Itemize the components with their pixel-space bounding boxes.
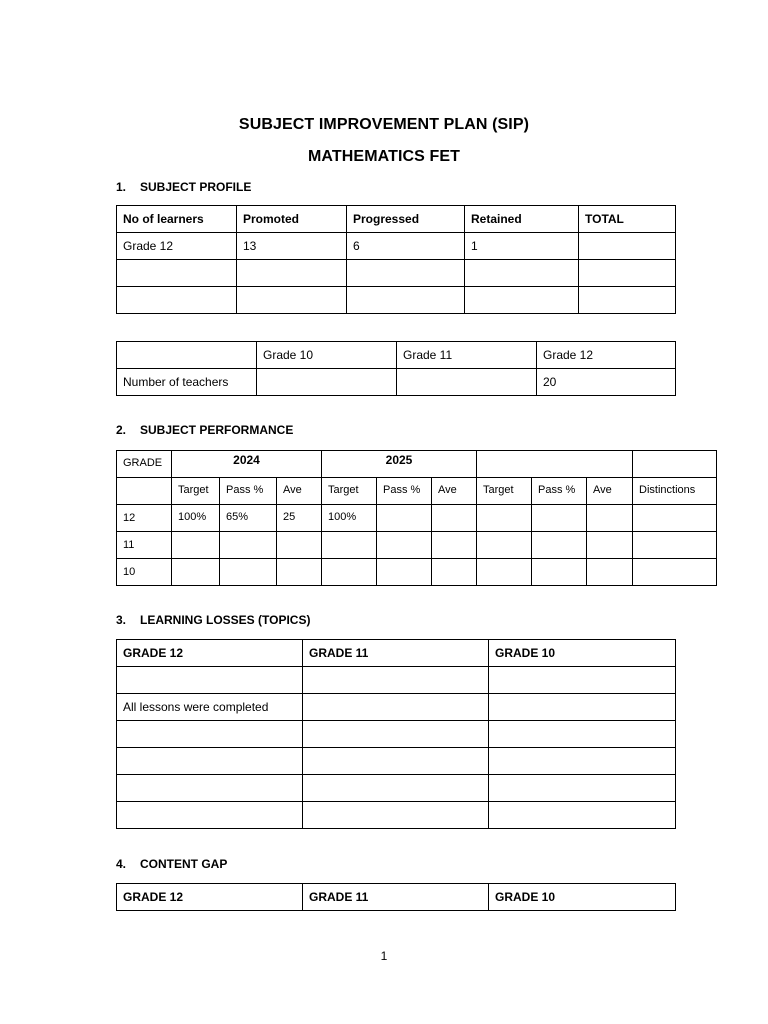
performance-table	[116, 450, 717, 586]
table-row	[117, 802, 676, 829]
page-number: 1	[380, 949, 388, 963]
year-header-cell: 2024	[172, 451, 322, 478]
table-cell[interactable]	[397, 369, 537, 396]
table-row	[117, 233, 676, 260]
table-cell[interactable]	[377, 559, 432, 586]
section-number: 2.	[116, 423, 127, 437]
header-cell: GRADE 10	[489, 640, 676, 667]
table-cell[interactable]	[303, 667, 489, 694]
table-cell[interactable]	[432, 532, 477, 559]
table-cell[interactable]	[489, 694, 676, 721]
grade-header-cell: GRADE	[117, 451, 172, 478]
table-cell[interactable]: 100%	[322, 505, 377, 532]
header-cell	[633, 451, 717, 478]
table-row	[117, 667, 676, 694]
table-row	[117, 721, 676, 748]
table-cell[interactable]	[322, 532, 377, 559]
table-cell[interactable]	[532, 559, 587, 586]
subheader-cell: Ave	[587, 478, 633, 505]
subheader-cell: Ave	[432, 478, 477, 505]
subheader-cell: Pass %	[220, 478, 277, 505]
table-cell[interactable]	[117, 802, 303, 829]
table-cell[interactable]	[489, 667, 676, 694]
section-number: 1.	[116, 180, 127, 194]
header-cell: No of learners	[117, 206, 237, 233]
table-row	[117, 694, 676, 721]
learners-table	[116, 205, 676, 314]
header-cell: Progressed	[347, 206, 465, 233]
grade-cell: 12	[117, 505, 172, 532]
table-cell[interactable]: 100%	[172, 505, 220, 532]
grade-cell: 10	[117, 559, 172, 586]
header-cell: GRADE 12	[117, 640, 303, 667]
table-cell[interactable]	[489, 748, 676, 775]
table-cell[interactable]	[489, 721, 676, 748]
table-cell[interactable]	[237, 260, 347, 287]
table-row	[117, 505, 717, 532]
table-cell[interactable]	[432, 559, 477, 586]
table-cell[interactable]	[277, 559, 322, 586]
table-cell[interactable]: 20	[537, 369, 676, 396]
section-heading-learning-losses	[116, 613, 310, 627]
table-cell[interactable]	[277, 532, 322, 559]
teachers-table	[116, 341, 676, 396]
table-header-row	[117, 342, 676, 369]
table-cell[interactable]	[465, 260, 579, 287]
table-cell[interactable]	[489, 802, 676, 829]
table-row	[117, 532, 717, 559]
table-cell[interactable]	[579, 233, 676, 260]
table-cell[interactable]	[477, 532, 532, 559]
header-cell: GRADE 10	[489, 884, 676, 911]
year-header-cell	[477, 451, 633, 478]
table-cell[interactable]: Grade 12	[117, 233, 237, 260]
table-cell[interactable]: 13	[237, 233, 347, 260]
table-cell[interactable]	[237, 287, 347, 314]
table-cell[interactable]	[220, 532, 277, 559]
table-cell[interactable]	[532, 505, 587, 532]
table-cell[interactable]	[432, 505, 477, 532]
table-cell[interactable]	[477, 505, 532, 532]
table-row	[117, 775, 676, 802]
table-cell[interactable]	[303, 694, 489, 721]
table-cell[interactable]	[117, 721, 303, 748]
table-cell[interactable]	[633, 532, 717, 559]
table-cell[interactable]	[257, 369, 397, 396]
table-cell[interactable]: 65%	[220, 505, 277, 532]
document-title: SUBJECT IMPROVEMENT PLAN (SIP)	[238, 116, 530, 133]
table-cell[interactable]	[633, 505, 717, 532]
table-cell[interactable]	[587, 532, 633, 559]
table-cell[interactable]	[172, 532, 220, 559]
grade-cell: 11	[117, 532, 172, 559]
table-cell[interactable]	[303, 721, 489, 748]
subheader-cell: Target	[322, 478, 377, 505]
table-subheader-row	[117, 478, 717, 505]
table-cell[interactable]	[117, 287, 237, 314]
header-cell: Grade 12	[537, 342, 676, 369]
subheader-cell: Target	[172, 478, 220, 505]
header-cell: Grade 11	[397, 342, 537, 369]
table-header-row	[117, 640, 676, 667]
table-cell[interactable]: All lessons were completed	[117, 694, 303, 721]
subheader-cell: Pass %	[377, 478, 432, 505]
table-cell[interactable]	[489, 775, 676, 802]
header-cell: TOTAL	[579, 206, 676, 233]
table-cell[interactable]	[347, 287, 465, 314]
header-cell: Retained	[465, 206, 579, 233]
table-row	[117, 369, 676, 396]
learning-losses-table	[116, 639, 676, 829]
table-cell[interactable]	[117, 667, 303, 694]
table-cell[interactable]	[303, 748, 489, 775]
table-cell[interactable]	[303, 802, 489, 829]
table-cell[interactable]: 25	[277, 505, 322, 532]
section-heading-content-gap	[116, 857, 227, 871]
section-title: SUBJECT PERFORMANCE	[140, 423, 294, 437]
table-cell[interactable]: 1	[465, 233, 579, 260]
table-cell[interactable]	[477, 559, 532, 586]
table-cell[interactable]	[579, 260, 676, 287]
content-gap-table	[116, 883, 676, 911]
table-row	[117, 260, 676, 287]
section-heading-subject-performance	[116, 423, 293, 437]
section-title: LEARNING LOSSES (TOPICS)	[140, 613, 311, 627]
table-cell[interactable]	[117, 775, 303, 802]
table-cell: Number of teachers	[117, 369, 257, 396]
header-cell: GRADE 11	[303, 884, 489, 911]
table-cell[interactable]	[587, 505, 633, 532]
header-cell: GRADE 11	[303, 640, 489, 667]
header-cell: Grade 10	[257, 342, 397, 369]
table-cell[interactable]	[377, 505, 432, 532]
header-cell	[117, 342, 257, 369]
section-number: 4.	[116, 857, 127, 871]
table-cell[interactable]: 6	[347, 233, 465, 260]
table-cell[interactable]	[117, 260, 237, 287]
table-cell[interactable]	[532, 532, 587, 559]
table-row	[117, 559, 717, 586]
header-cell: Promoted	[237, 206, 347, 233]
table-cell[interactable]	[347, 260, 465, 287]
table-cell[interactable]	[220, 559, 277, 586]
table-header-row	[117, 206, 676, 233]
subheader-cell	[117, 478, 172, 505]
table-cell[interactable]	[587, 559, 633, 586]
subheader-cell: Distinctions	[633, 478, 717, 505]
table-row	[117, 748, 676, 775]
table-cell[interactable]	[172, 559, 220, 586]
table-cell[interactable]	[322, 559, 377, 586]
subheader-cell: Ave	[277, 478, 322, 505]
section-title: CONTENT GAP	[140, 857, 228, 871]
section-heading-subject-profile	[116, 180, 251, 194]
table-cell[interactable]	[579, 287, 676, 314]
section-title: SUBJECT PROFILE	[140, 180, 252, 194]
table-cell[interactable]	[633, 559, 717, 586]
table-cell[interactable]	[303, 775, 489, 802]
document-subtitle: MATHEMATICS FET	[308, 148, 460, 165]
year-header-cell: 2025	[322, 451, 477, 478]
table-cell[interactable]	[117, 748, 303, 775]
subheader-cell: Pass %	[532, 478, 587, 505]
header-cell: GRADE 12	[117, 884, 303, 911]
table-cell[interactable]	[465, 287, 579, 314]
subheader-cell: Target	[477, 478, 532, 505]
table-header-row	[117, 451, 717, 478]
section-number: 3.	[116, 613, 127, 627]
table-row	[117, 287, 676, 314]
table-header-row	[117, 884, 676, 911]
table-cell[interactable]	[377, 532, 432, 559]
